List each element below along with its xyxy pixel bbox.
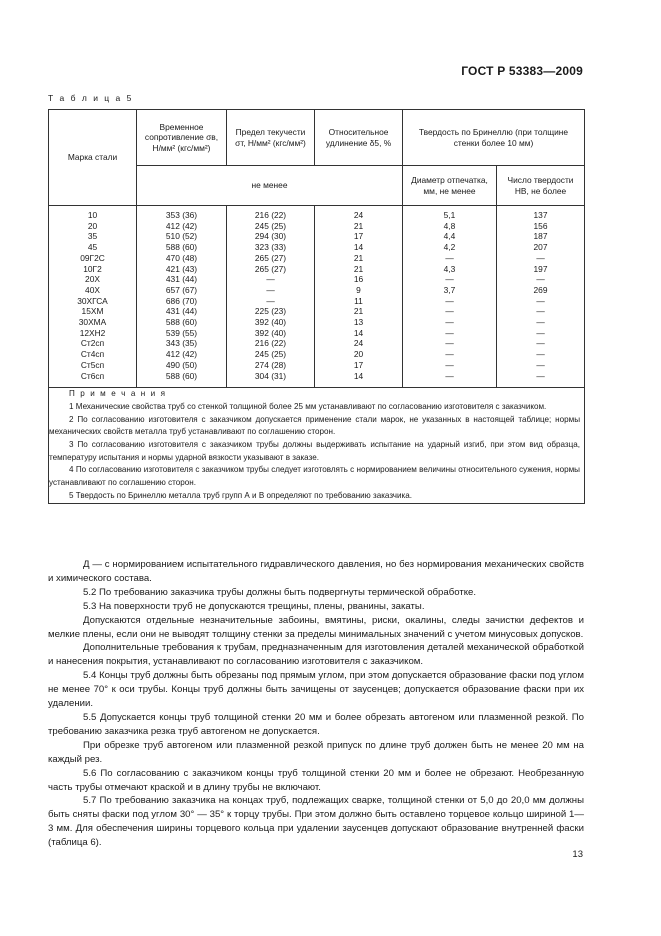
cell-grade: 30ХГСА — [49, 296, 137, 307]
cell-imprint: — — [403, 328, 497, 339]
cell-yield: 323 (33) — [227, 242, 315, 253]
cell-grade: 45 — [49, 242, 137, 253]
cell-hb: 187 — [497, 231, 585, 242]
header-yield-line2: σт, Н/мм² (кгс/мм²) — [235, 137, 306, 148]
paragraph: Допускаются отдельные незначительные забоины, вмятины, риски, окалины, следы зачистки дефектов и мелкие плены, если они не выводят толщину стенки за пределы минимальных значений с учетом минусовых допусков. — [48, 614, 584, 640]
cell-yield: 245 (25) — [227, 349, 315, 360]
notes-title: П р и м е ч а н и я — [69, 389, 167, 399]
cell-elongation: 21 — [315, 221, 403, 232]
paragraph: 5.7 По требованию заказчика на концах труб, подлежащих сварке, толщиной стенки от 5,0 до 20,0 мм должны быть сняты фаски под углом 30° — 35° к торцу трубы. При этом должно быть оставлено торцевое кольцо шириной 1—3 мм. Для обеспечения ширины торцевого кольца при удалении заусенцев допускают образование внутренней фаски (таблица 6). — [48, 795, 584, 849]
cell-grade: 35 — [49, 231, 137, 242]
table-row — [49, 264, 585, 275]
cell-grade: Ст6сп — [49, 371, 137, 388]
cell-hb: — — [497, 360, 585, 371]
cell-imprint: — — [403, 306, 497, 317]
properties-table-wrapper — [48, 109, 584, 504]
cell-grade: 09Г2С — [49, 253, 137, 264]
cell-tensile: 510 (52) — [137, 231, 227, 242]
cell-yield: 216 (22) — [227, 206, 315, 221]
header-tensile-strength — [137, 110, 227, 166]
cell-yield: 392 (40) — [227, 328, 315, 339]
cell-grade: Ст4сп — [49, 349, 137, 360]
table-note: 3 По согласованию изготовителя с заказчиком трубы должны выдерживать испытание на ударный изгиб, при этом вид образца, температуру испытания и нормы ударной вязкости указывают в заказе. — [49, 440, 581, 462]
cell-tensile: 412 (42) — [137, 221, 227, 232]
cell-elongation: 11 — [315, 296, 403, 307]
header-elong-line1: Относительное — [328, 127, 389, 137]
table-note: 1 Механические свойства труб со стенкой толщиной более 25 мм устанавливают по согласованию изготовителя с заказчиком. — [69, 401, 547, 411]
cell-grade: 40Х — [49, 285, 137, 296]
cell-yield: — — [227, 274, 315, 285]
header-yield-line1: Предел текучести — [235, 127, 306, 137]
cell-tensile: 539 (55) — [137, 328, 227, 339]
table-row — [49, 360, 585, 371]
cell-imprint: — — [403, 360, 497, 371]
cell-yield: — — [227, 285, 315, 296]
cell-elongation: 14 — [315, 242, 403, 253]
table-row — [49, 328, 585, 339]
page-number: 13 — [572, 849, 583, 860]
table-caption: Т а б л и ц а 5 — [48, 93, 134, 103]
cell-hb: — — [497, 274, 585, 285]
cell-imprint: — — [403, 317, 497, 328]
header-hb-line1: Число твердости — [507, 175, 574, 185]
header-imprint-line2: мм, не менее — [423, 185, 476, 196]
header-brinell-hardness — [403, 110, 585, 166]
cell-tensile: 588 (60) — [137, 371, 227, 388]
cell-hb: — — [497, 349, 585, 360]
cell-yield: 265 (27) — [227, 264, 315, 275]
paragraph: 5.2 По требованию заказчика трубы должны быть подвергнуты термической обработке. — [83, 586, 477, 598]
table-row — [49, 317, 585, 328]
cell-tensile: 588 (60) — [137, 242, 227, 253]
cell-grade: 20Х — [49, 274, 137, 285]
header-hb-line2: НВ, не более — [514, 185, 567, 196]
cell-elongation: 16 — [315, 274, 403, 285]
header-yield-strength — [227, 110, 315, 166]
paragraph: Дополнительные требования к трубам, предназначенным для изготовления деталей механической обработкой и нанесения покрытия, устанавливают по согласованию изготовителя с заказчиком. — [48, 642, 584, 668]
cell-tensile: 490 (50) — [137, 360, 227, 371]
cell-imprint: 4,8 — [403, 221, 497, 232]
cell-tensile: 657 (67) — [137, 285, 227, 296]
cell-tensile: 421 (43) — [137, 264, 227, 275]
cell-elongation: 13 — [315, 317, 403, 328]
header-elong-line2: удлинение δ5, % — [325, 137, 392, 148]
cell-elongation: 14 — [315, 328, 403, 339]
header-hardness-line2: стенки более 10 мм) — [453, 137, 534, 148]
cell-elongation: 17 — [315, 231, 403, 242]
cell-tensile: 686 (70) — [137, 296, 227, 307]
cell-imprint: — — [403, 349, 497, 360]
cell-grade: 10Г2 — [49, 264, 137, 275]
cell-tensile: 588 (60) — [137, 317, 227, 328]
cell-hb: — — [497, 253, 585, 264]
header-not-less: не менее — [137, 166, 403, 206]
cell-imprint: 3,7 — [403, 285, 497, 296]
cell-yield: 245 (25) — [227, 221, 315, 232]
paragraph: 5.4 Концы труб должны быть обрезаны под прямым углом, при этом допускается образование фаски под углом не менее 70° к оси трубы. Концы труб должны быть зачищены от заусенцев; допускается образование фаски при их удалении. — [48, 670, 584, 710]
table-row — [49, 296, 585, 307]
cell-elongation: 17 — [315, 360, 403, 371]
table-row — [49, 371, 585, 388]
paragraph: 5.3 На поверхности труб не допускаются трещины, плены, рванины, закаты. — [83, 600, 425, 612]
cell-hb: 197 — [497, 264, 585, 275]
cell-hb: — — [497, 338, 585, 349]
cell-tensile: 353 (36) — [137, 206, 227, 221]
cell-imprint: 4,4 — [403, 231, 497, 242]
cell-yield: 216 (22) — [227, 338, 315, 349]
cell-imprint: — — [403, 296, 497, 307]
table-row — [49, 242, 585, 253]
cell-yield: 392 (40) — [227, 317, 315, 328]
cell-elongation: 20 — [315, 349, 403, 360]
cell-hb: — — [497, 296, 585, 307]
cell-hb: — — [497, 317, 585, 328]
cell-grade: Ст5сп — [49, 360, 137, 371]
cell-tensile: 412 (42) — [137, 349, 227, 360]
standard-number: ГОСТ Р 53383—2009 — [461, 64, 583, 78]
cell-yield: — — [227, 296, 315, 307]
cell-grade: 20 — [49, 221, 137, 232]
cell-tensile: 431 (44) — [137, 306, 227, 317]
cell-imprint: — — [403, 338, 497, 349]
header-tensile-line1: Временное — [159, 121, 204, 132]
cell-hb: 156 — [497, 221, 585, 232]
table-notes — [49, 388, 585, 503]
table-note: 4 По согласованию изготовителя с заказчиком трубы следует изготовлять с нормированием величины относительного сужения, нормы устанавливают по соглашению сторон. — [49, 465, 581, 488]
cell-elongation: 9 — [315, 285, 403, 296]
header-tensile-line3: Н/мм² (кгс/мм²) — [152, 142, 211, 153]
paragraph: 5.5 Допускается концы труб толщиной стенки 20 мм и более обрезать автогеном или плазменной резкой. По требованию заказчика резка труб автогеном не допускается. — [48, 711, 584, 737]
paragraph: 5.6 По согласованию с заказчиком концы труб толщиной стенки 20 мм и более не обрезают. Необрезанную часть трубы отмечают краской и в длину трубы не включают. — [48, 767, 584, 793]
header-hb-number — [497, 166, 585, 206]
cell-grade: 30ХМА — [49, 317, 137, 328]
paragraph: Д — с нормированием испытательного гидравлического давления, но без нормирования механических свойств и химического состава. — [48, 559, 584, 584]
cell-imprint: 4,2 — [403, 242, 497, 253]
mechanical-properties-table — [48, 109, 585, 504]
cell-grade: Ст2сп — [49, 338, 137, 349]
cell-imprint: — — [403, 253, 497, 264]
table-note: 5 Твердость по Бринеллю металла труб групп А и В определяют по требованию заказчика. — [69, 490, 412, 500]
cell-elongation: 14 — [315, 371, 403, 388]
cell-yield: 225 (23) — [227, 306, 315, 317]
table-row — [49, 338, 585, 349]
table-row — [49, 274, 585, 285]
header-steel-grade: Марка стали — [49, 110, 137, 206]
table-row — [49, 231, 585, 242]
table-row — [49, 221, 585, 232]
cell-yield: 265 (27) — [227, 253, 315, 264]
cell-grade: 15ХМ — [49, 306, 137, 317]
cell-yield: 274 (28) — [227, 360, 315, 371]
table-row — [49, 206, 585, 221]
cell-elongation: 21 — [315, 264, 403, 275]
cell-hb: 269 — [497, 285, 585, 296]
cell-imprint: 4,3 — [403, 264, 497, 275]
header-hardness-line1: Твердость по Бринеллю (при толщине — [418, 127, 569, 137]
cell-imprint: — — [403, 274, 497, 285]
cell-tensile: 343 (35) — [137, 338, 227, 349]
cell-tensile: 470 (48) — [137, 253, 227, 264]
cell-hb: 137 — [497, 206, 585, 221]
cell-grade: 10 — [49, 206, 137, 221]
paragraph: При обрезке труб автогеном или плазменной резкой припуск по длине труб должен быть не менее 20 мм на каждый рез. — [48, 739, 584, 765]
cell-tensile: 431 (44) — [137, 274, 227, 285]
header-tensile-line2: сопротивление σв, — [144, 132, 219, 143]
cell-elongation: 24 — [315, 338, 403, 349]
cell-imprint: — — [403, 371, 497, 388]
cell-elongation: 21 — [315, 306, 403, 317]
cell-elongation: 24 — [315, 206, 403, 221]
cell-hb: — — [497, 328, 585, 339]
cell-imprint: 5,1 — [403, 206, 497, 221]
table-row — [49, 349, 585, 360]
header-imprint-diameter — [403, 166, 497, 206]
table-row — [49, 253, 585, 264]
cell-yield: 294 (30) — [227, 231, 315, 242]
cell-hb: — — [497, 306, 585, 317]
table-row — [49, 306, 585, 317]
cell-hb: — — [497, 371, 585, 388]
cell-grade: 12ХН2 — [49, 328, 137, 339]
table-body — [49, 206, 585, 388]
header-imprint-line1: Диаметр отпечатка, — [411, 175, 488, 185]
cell-elongation: 21 — [315, 253, 403, 264]
header-elongation — [315, 110, 403, 166]
table-note: 2 По согласованию изготовителя с заказчиком допускается применение стали марок, не указанных в настоящей таблице; нормы механических свойств металла труб устанавливают по соглашению сторон. — [49, 414, 581, 437]
body-text — [48, 558, 584, 850]
cell-yield: 304 (31) — [227, 371, 315, 388]
cell-hb: 207 — [497, 242, 585, 253]
table-row — [49, 285, 585, 296]
